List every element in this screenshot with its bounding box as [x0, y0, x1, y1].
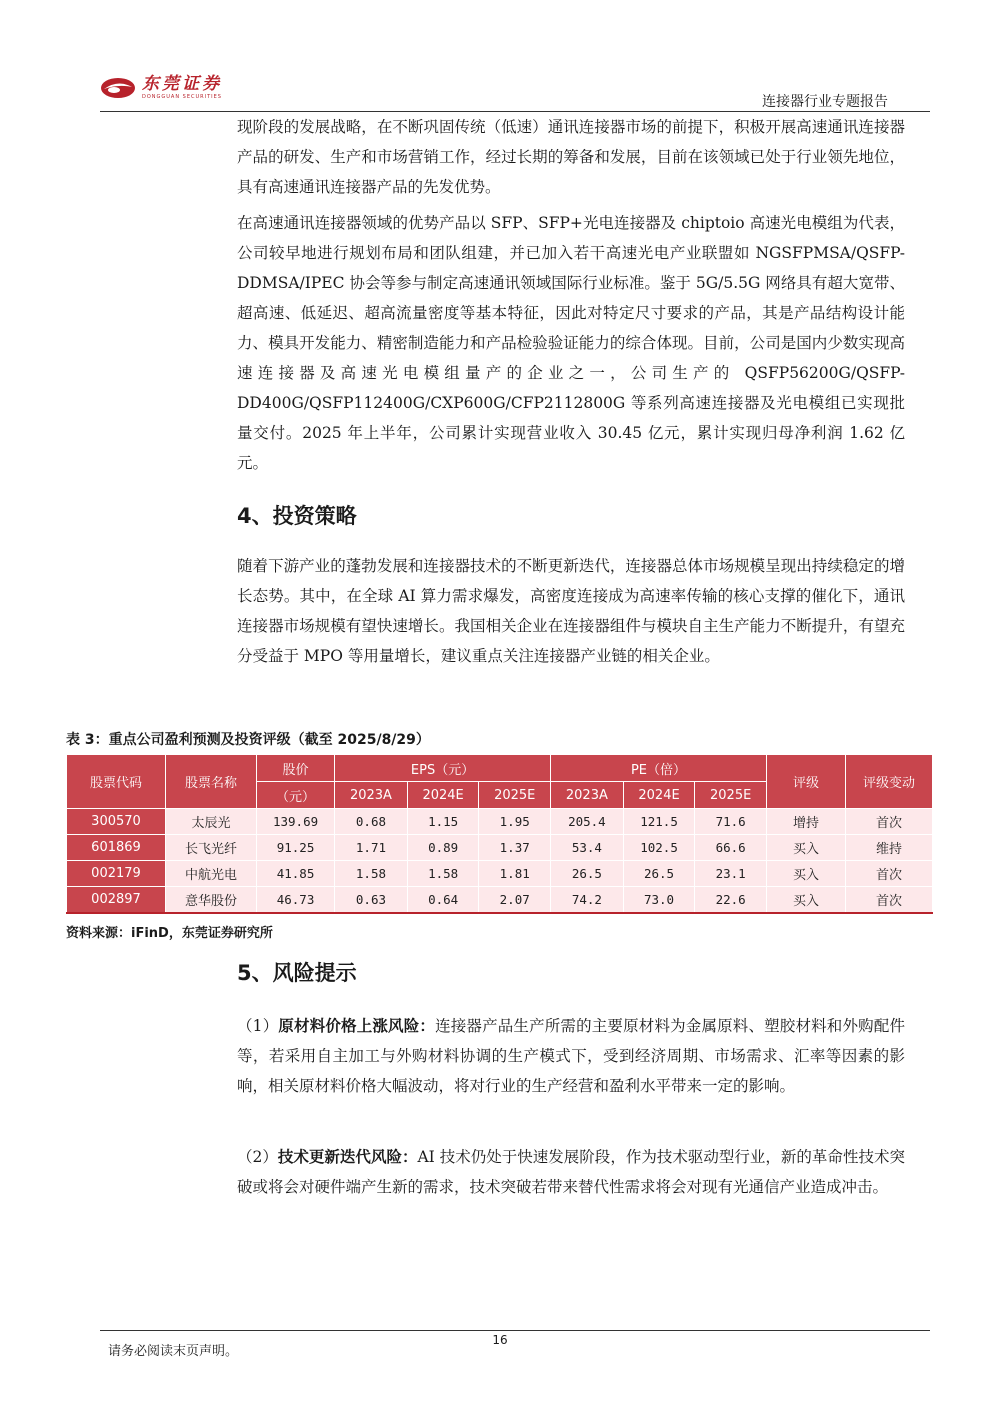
header-eps-year: 2024E [407, 782, 479, 809]
cell-name: 太辰光 [166, 809, 257, 835]
report-title: 连接器行业专题报告 [762, 94, 888, 110]
header-pe: PE（倍） [551, 755, 767, 782]
cell-pe: 22.6 [695, 887, 767, 914]
cell-price: 91.25 [257, 835, 335, 861]
cell-rating: 买入 [767, 835, 846, 861]
header-pe-year: 2024E [623, 782, 695, 809]
logo-english-text: DONGGUAN SECURITIES [142, 94, 222, 100]
cell-pe: 53.4 [551, 835, 624, 861]
header-price: 股价 [257, 755, 335, 782]
cell-rating: 买入 [767, 861, 846, 887]
table-row [67, 887, 933, 914]
cell-pe: 26.5 [623, 861, 695, 887]
cell-pe: 121.5 [623, 809, 695, 835]
intro-paragraph-1: 现阶段的发展战略，在不断巩固传统（低速）通讯连接器市场的前提下，积极开展高速通讯连接器产品的研发、生产和市场营销工作，经过长期的筹备和发展，目前在该领域已处于行业领先地位，具有高速通讯连接器产品的先发优势。 [237, 118, 905, 196]
risk-item-1 [237, 1011, 905, 1101]
header-name: 股票名称 [166, 755, 257, 809]
cell-code: 002179 [67, 861, 166, 887]
header-eps-year: 2025E [479, 782, 551, 809]
risk-item-2 [237, 1142, 905, 1202]
cell-eps: 1.58 [407, 861, 479, 887]
header-eps: EPS（元） [335, 755, 551, 782]
strategy-paragraph: 随着下游产业的蓬勃发展和连接器技术的不断更新迭代，连接器总体市场规模呈现出持续稳定的增长态势。其中，在全球 AI 算力需求爆发，高密度连接成为高速率传输的核心支撑的催化下，通讯连接器市场规模有望快速增长。我国相关企业在连接器组件与模块自主生产能力不断提升，有望充分受益于 MPO 等用量增长，建议重点关注连接器产业链的相关企业。 [237, 557, 905, 665]
section-heading-strategy: 4、投资策略 [237, 504, 357, 528]
cell-name: 中航光电 [166, 861, 257, 887]
cell-eps: 1.37 [479, 835, 551, 861]
cell-eps: 1.71 [335, 835, 408, 861]
footer-disclaimer: 请务必阅读末页声明。 [108, 1344, 239, 1359]
cell-pe: 26.5 [551, 861, 624, 887]
intro-paragraph-2: 在高速通讯连接器领域的优势产品以 SFP、SFP+光电连接器及 chiptoio 高速光电模组为代表，公司较早地进行规划布局和团队组建，并已加入若干高速光电产业联盟如 NGSFPMSA/QSFP-DDMSA/IPEC 协会等参与制定高速通讯领域国际行业标准。鉴于 5G/5.5G 网络具有超大宽带、超高速、低延迟、超高流量密度等基本特征，因此对特定尺寸要求的产品，其是产品结构设计能力、模具开发能力、精密制造能力和产品检验验证能力的综合体现。目前，公司是国内少数实现高速连接器及高速光电模组量产的企业之一，公司生产的 QSFP56200G/QSFP-DD400G/QSFP112400G/CXP600G/CFP2112800G 等系列高速连接器及光电模组已实现批量交付。2025 年上半年，公司累计实现营业收入 30.45 亿元，累计实现归母净利润 1.62 亿元。 [237, 214, 906, 472]
cell-rating-change: 首次 [846, 809, 933, 835]
cell-pe: 205.4 [551, 809, 624, 835]
cell-code: 002897 [67, 887, 166, 914]
cell-eps: 0.64 [407, 887, 479, 914]
cell-price: 46.73 [257, 887, 335, 914]
cell-eps: 0.68 [335, 809, 408, 835]
cell-pe: 74.2 [551, 887, 624, 914]
cell-rating-change: 维持 [846, 835, 933, 861]
cell-price: 139.69 [257, 809, 335, 835]
cell-pe: 71.6 [695, 809, 767, 835]
cell-rating: 买入 [767, 887, 846, 914]
header-rating-change: 评级变动 [846, 755, 933, 809]
cell-code: 300570 [67, 809, 166, 835]
risk-text: AI 技术仍处于快速发展阶段，作为技术驱动型行业，新的革命性技术突破或将会对硬件端产生新的需求，技术突破若带来替代性需求将会对现有光通信产业造成冲击。 [237, 1148, 905, 1196]
table-caption: 表 3：重点公司盈利预测及投资评级（截至 2025/8/29） [66, 732, 430, 748]
cell-pe: 102.5 [623, 835, 695, 861]
risk-prefix: （1） [237, 1017, 279, 1035]
risk-title: 技术更新迭代风险： [277, 1147, 418, 1166]
header-pe-year: 2025E [695, 782, 767, 809]
table-row [67, 861, 933, 887]
cell-rating: 增持 [767, 809, 846, 835]
cell-eps: 1.15 [407, 809, 479, 835]
cell-pe: 66.6 [695, 835, 767, 861]
footer-divider [100, 1330, 930, 1331]
cell-eps: 1.81 [479, 861, 551, 887]
risk-prefix: （2） [237, 1148, 278, 1166]
cell-eps: 0.63 [335, 887, 408, 914]
cell-eps: 1.58 [335, 861, 408, 887]
section-heading-risks: 5、风险提示 [237, 961, 357, 985]
cell-name: 长飞光纤 [166, 835, 257, 861]
cell-rating-change: 首次 [846, 887, 933, 914]
cell-pe: 23.1 [695, 861, 767, 887]
header-price-unit: （元） [257, 782, 335, 809]
risk-title: 原材料价格上涨风险： [278, 1016, 436, 1035]
risk-text: 连接器产品生产所需的主要原材料为金属原料、塑胶材料和外购配件等，若采用自主加工与外购材料协调的生产模式下，受到经济周期、市场需求、汇率等因素的影响，相关原材料价格大幅波动，将对行业的生产经营和盈利水平带来一定的影响。 [237, 1017, 905, 1095]
earnings-forecast-table [66, 754, 933, 914]
cell-price: 41.85 [257, 861, 335, 887]
company-logo [100, 73, 222, 103]
page-number: 16 [492, 1333, 508, 1347]
header-pe-year: 2023A [551, 782, 624, 809]
table-row [67, 835, 933, 861]
cell-eps: 0.89 [407, 835, 479, 861]
cell-eps: 1.95 [479, 809, 551, 835]
cell-code: 601869 [67, 835, 166, 861]
header-code: 股票代码 [67, 755, 166, 809]
header-eps-year: 2023A [335, 782, 408, 809]
table-source: 资料来源：iFinD，东莞证券研究所 [66, 926, 273, 941]
cell-pe: 73.0 [623, 887, 695, 914]
logo-emblem-icon [100, 75, 136, 101]
header-rating: 评级 [767, 755, 846, 809]
cell-eps: 2.07 [479, 887, 551, 914]
logo-chinese-text: 东莞证券 [142, 74, 222, 94]
cell-name: 意华股份 [166, 887, 257, 914]
table-row [67, 809, 933, 835]
cell-rating-change: 首次 [846, 861, 933, 887]
